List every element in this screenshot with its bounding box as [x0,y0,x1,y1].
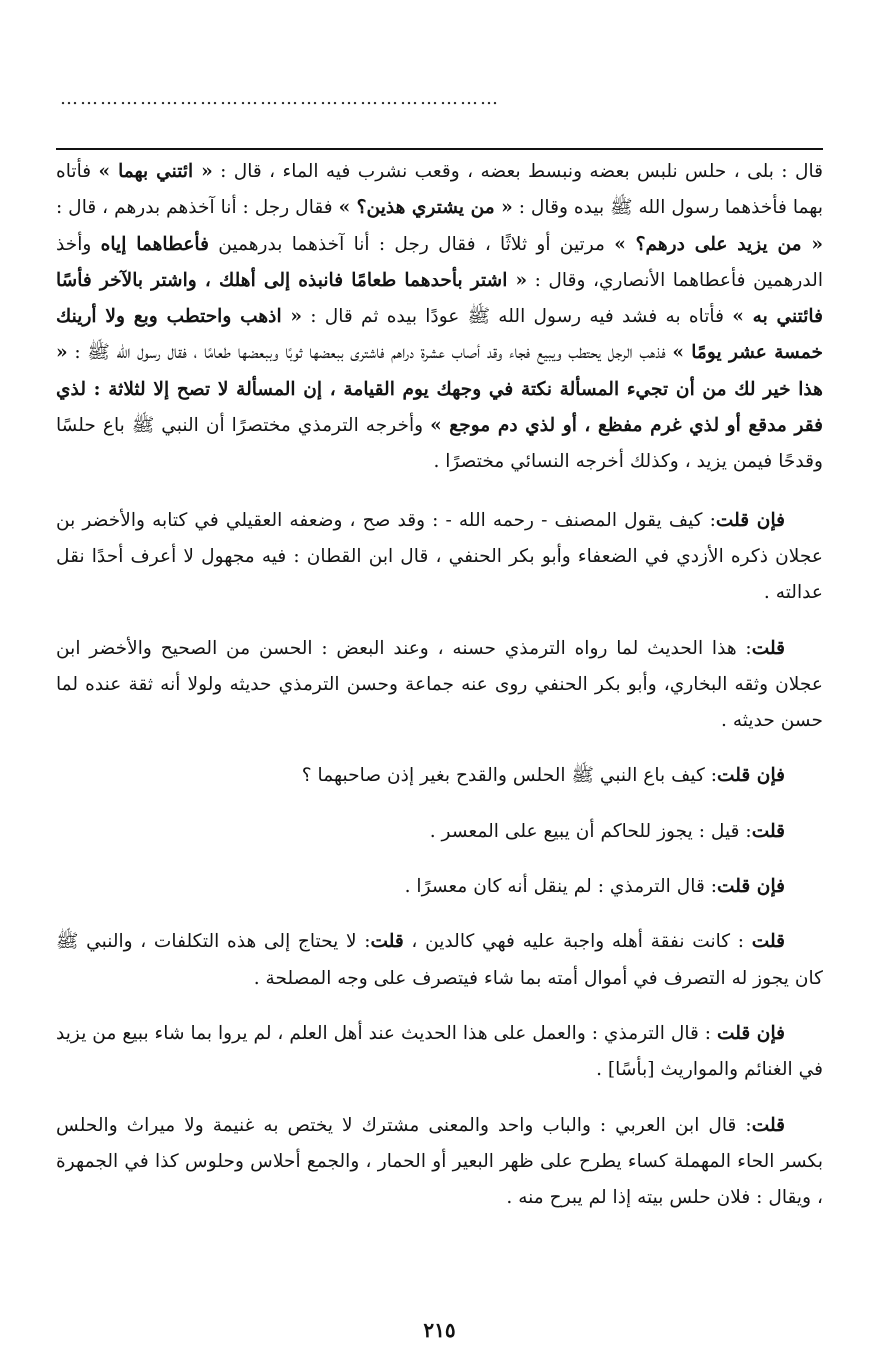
text-run: : قيل : يجوز للحاكم أن يبيع على المعسر . [429,820,752,842]
paragraph-answer-authenticity [56,631,823,740]
bold-text-run: فإن قلت [717,876,785,898]
text-run: : كانت نفقة أهله واجبة عليه فهي كالدين ، [403,931,752,953]
bold-text-run: قلت [751,820,785,842]
bold-text-run: « ائتني بهما » [98,161,213,182]
text-run: : كيف باع النبي ﷺ الحلس والقدح بغير إذن صاحبهما ؟ [301,765,718,787]
bold-text-run: قلت [751,1114,785,1136]
text-run: : قال ابن العربي : والباب واحد والمعنى مشترك لا يختص به غنيمة ولا ميراث والحلس بكسر الحاء المهملة كساء يطرح على ظهر البعير أو الحمار ، والجمع أحلاس وحلوس كذا في الجمهرة ، ويقال : فلان حلس بيته إذا لم يبرح منه . [56,1114,823,1209]
text-run: فأتاه به فشد فيه رسول الله ﷺ عودًا بيده ثم قال : [302,306,733,328]
text-run: : قال الترمذي : لم ينقل أنه كان معسرًا . [404,876,718,898]
paragraph-hadith-text [56,154,823,481]
paragraph-question-practice [56,1016,823,1089]
text-run: : لا يحتاج إلى هذه التكلفات ، والنبي ﷺ كان يجوز له التصرف في أموال أمته بما شاء فيتصرف على وجه المصلحة . [56,931,823,989]
bold-text-run: قلت [751,637,785,659]
text-run: وأخرجه الترمذي مختصرًا أن النبي ﷺ باع حلسًا وقدحًا فيمن يزيد ، وكذلك أخرجه النسائي مختصرًا . [56,415,823,473]
header-rule [56,148,823,150]
paragraph-answer-ibn-arabi [56,1108,823,1217]
bold-text-run: فإن قلت [715,509,785,531]
text-run: : كيف يقول المصنف - رحمه الله - : وقد صح ، وضعفه العقيلي في كتابه والأخضر بن عجلان ذكره الأزدي في الضعفاء وأبو بكر الحنفي ، قال ابن القطان : فيه مجهول لا أعرف أحدًا نقل عدالته . [56,509,823,604]
bold-text-run: قلت [751,931,785,953]
paragraph-question-insolvent [56,869,823,905]
bold-text-run: « هذا خير لك من أن تجيء المسألة نكتة في وجهك يوم القيامة ، إن المسألة لا تصح إلا لثلاثة : لذي فقر مدقع أو لذي غرم مفظع ، أو لذي دم موجع » [56,342,823,437]
bold-text-run: « اشتر بأحدهما طعامًا فانبذه إلى أهلك ، واشتر بالآخر فأسًا فائتني به » [56,269,823,328]
text-run: مرتين أو ثلاثًا ، فقال رجل : أنا آخذهما بدرهمين [208,233,615,255]
paragraph-answer-maintenance [56,924,823,997]
paragraph-question-sale [56,758,823,794]
text-run: : قال الترمذي : والعمل على هذا الحديث عند أهل العلم ، لم يروا بما شاء ببيع من يزيد في الغنائم والمواريث [بأسًا] . [56,1022,823,1081]
bold-text-run: قلت [370,931,404,953]
text-run: وأخذ الدرهمين فأعطاهما الأنصاري، وقال : [56,233,823,291]
text-run: : هذا الحديث لما رواه الترمذي حسنه ، وعند البعض : الحسن من الصحيح والأخضر ابن عجلان وثقه البخاري، وأبو بكر الحنفي روى عنه جماعة وحسن الترمذي حديثه ولولا أنه ثقة عنده لما حسن حديثه . [56,637,823,732]
bold-text-run: « من يشتري هذين؟ » [338,197,513,219]
bold-text-run: فإن قلت [717,1022,785,1044]
text-run: فقال رجل : أنا آخذهم بدرهم ، قال : [56,197,339,219]
bold-text-run: « اذهب واحتطب وبع ولا أرينك خمسة عشر يومًا » [56,306,823,364]
bold-text-run: فأعطاهما إياه [100,233,209,255]
bold-text-run: فإن قلت [717,765,785,787]
text-run: قال : بلى ، حلس نلبس بعضه ونبسط بعضه ، وقعب نشرب فيه الماء ، قال : [212,161,824,182]
page-body [56,154,823,1235]
bold-text-run: « من يزيد على درهم؟ » [614,233,823,255]
paragraph-question-authenticity [56,503,823,612]
text-run: فذهب الرجل يحتطب ويبيع فجاء وقد أصاب عشرة دراهم فاشترى ببعضها ثوبًا وببعضها طعامًا ، فقال رسول الله ﷺ : [67,342,673,364]
text-run: فأتاه بهما فأخذهما رسول الله ﷺ بيده وقال : [56,161,824,219]
paragraph-answer-sale [56,814,823,850]
header-dotted-line: ………………………………………………………… [60,88,500,108]
page-number: ٢١٥ [423,1318,456,1342]
